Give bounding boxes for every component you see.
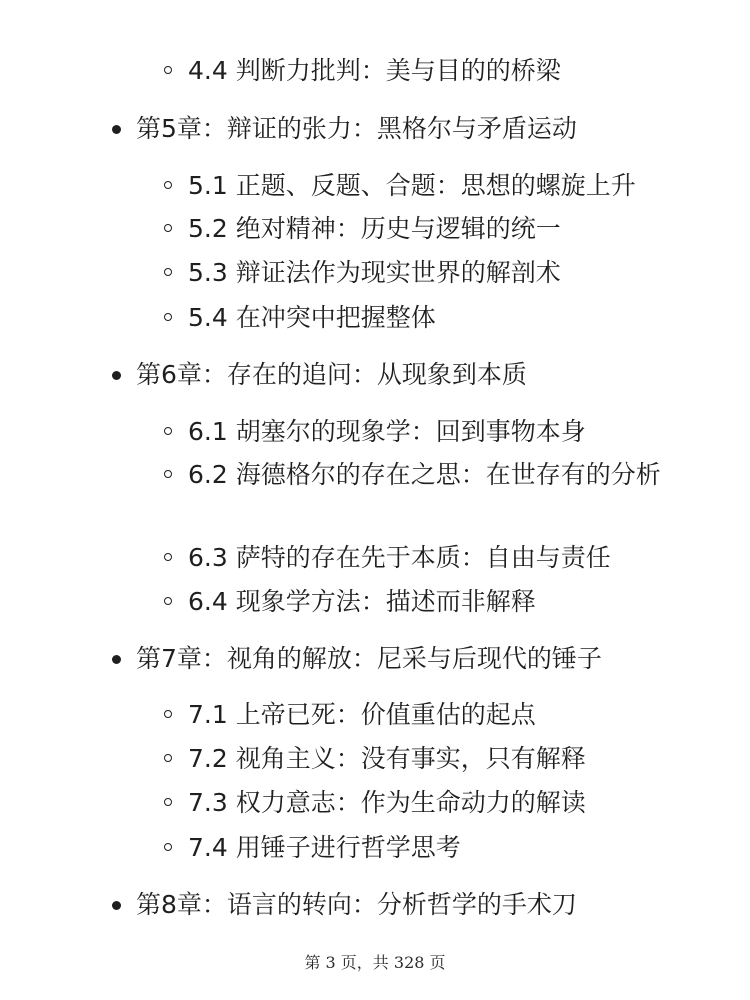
toc-section-5-2 xyxy=(188,210,561,248)
hollow-bullet-icon xyxy=(164,553,172,561)
toc-section-7-1 xyxy=(188,696,536,734)
toc-section-5-3 xyxy=(188,254,561,292)
toc-section-7-3 xyxy=(188,784,586,822)
hollow-bullet-icon xyxy=(164,710,172,718)
hollow-bullet-icon xyxy=(164,313,172,321)
toc-chapter-label: 第8章：语言的转向：分析哲学的手术刀 xyxy=(136,890,577,919)
toc-section-label: 7.1 上帝已死：价值重估的起点 xyxy=(188,700,536,729)
hollow-bullet-icon xyxy=(164,66,172,74)
toc-section-6-1 xyxy=(188,413,586,451)
toc-chapter-label: 第6章：存在的追问：从现象到本质 xyxy=(136,360,527,389)
toc-section-6-3 xyxy=(188,539,611,577)
toc-section-6-4 xyxy=(188,583,536,621)
filled-bullet-icon xyxy=(112,901,121,910)
hollow-bullet-icon xyxy=(164,754,172,762)
toc-section-7-2 xyxy=(188,740,586,778)
hollow-bullet-icon xyxy=(164,843,172,851)
toc-section-label: 5.4 在冲突中把握整体 xyxy=(188,303,436,332)
hollow-bullet-icon xyxy=(164,427,172,435)
hollow-bullet-icon xyxy=(164,470,172,478)
filled-bullet-icon xyxy=(112,125,121,134)
toc-chapter-6 xyxy=(136,356,527,394)
toc-section-label: 6.2 海德格尔的存在之思：在世存有的分析 xyxy=(188,460,661,489)
hollow-bullet-icon xyxy=(164,597,172,605)
toc-chapter-label: 第5章：辩证的张力：黑格尔与矛盾运动 xyxy=(136,114,577,143)
hollow-bullet-icon xyxy=(164,268,172,276)
filled-bullet-icon xyxy=(112,371,121,380)
hollow-bullet-icon xyxy=(164,224,172,232)
toc-section-6-2 xyxy=(188,456,668,494)
toc-section-4-4 xyxy=(188,52,561,90)
toc-section-label: 6.1 胡塞尔的现象学：回到事物本身 xyxy=(188,417,586,446)
toc-section-7-4 xyxy=(188,829,461,867)
toc-section-label: 5.2 绝对精神：历史与逻辑的统一 xyxy=(188,214,561,243)
toc-section-label: 6.3 萨特的存在先于本质：自由与责任 xyxy=(188,543,611,572)
toc-section-label: 6.4 现象学方法：描述而非解释 xyxy=(188,587,536,616)
toc-section-label: 5.1 正题、反题、合题：思想的螺旋上升 xyxy=(188,171,636,200)
toc-chapter-8 xyxy=(136,886,577,924)
toc-section-label: 5.3 辩证法作为现实世界的解剖术 xyxy=(188,258,561,287)
toc-section-label: 7.4 用锤子进行哲学思考 xyxy=(188,833,461,862)
toc-chapter-7 xyxy=(136,640,602,678)
toc-section-label: 7.3 权力意志：作为生命动力的解读 xyxy=(188,788,586,817)
page-number-footer: 第 3 页，共 328 页 xyxy=(304,953,446,972)
toc-chapter-label: 第7章：视角的解放：尼采与后现代的锤子 xyxy=(136,644,602,673)
toc-section-label: 4.4 判断力批判：美与目的的桥梁 xyxy=(188,56,561,85)
filled-bullet-icon xyxy=(112,655,121,664)
toc-section-5-1 xyxy=(188,167,636,205)
toc-chapter-5 xyxy=(136,110,577,148)
hollow-bullet-icon xyxy=(164,798,172,806)
toc-section-label: 7.2 视角主义：没有事实，只有解释 xyxy=(188,744,586,773)
hollow-bullet-icon xyxy=(164,181,172,189)
toc-section-5-4 xyxy=(188,299,436,337)
